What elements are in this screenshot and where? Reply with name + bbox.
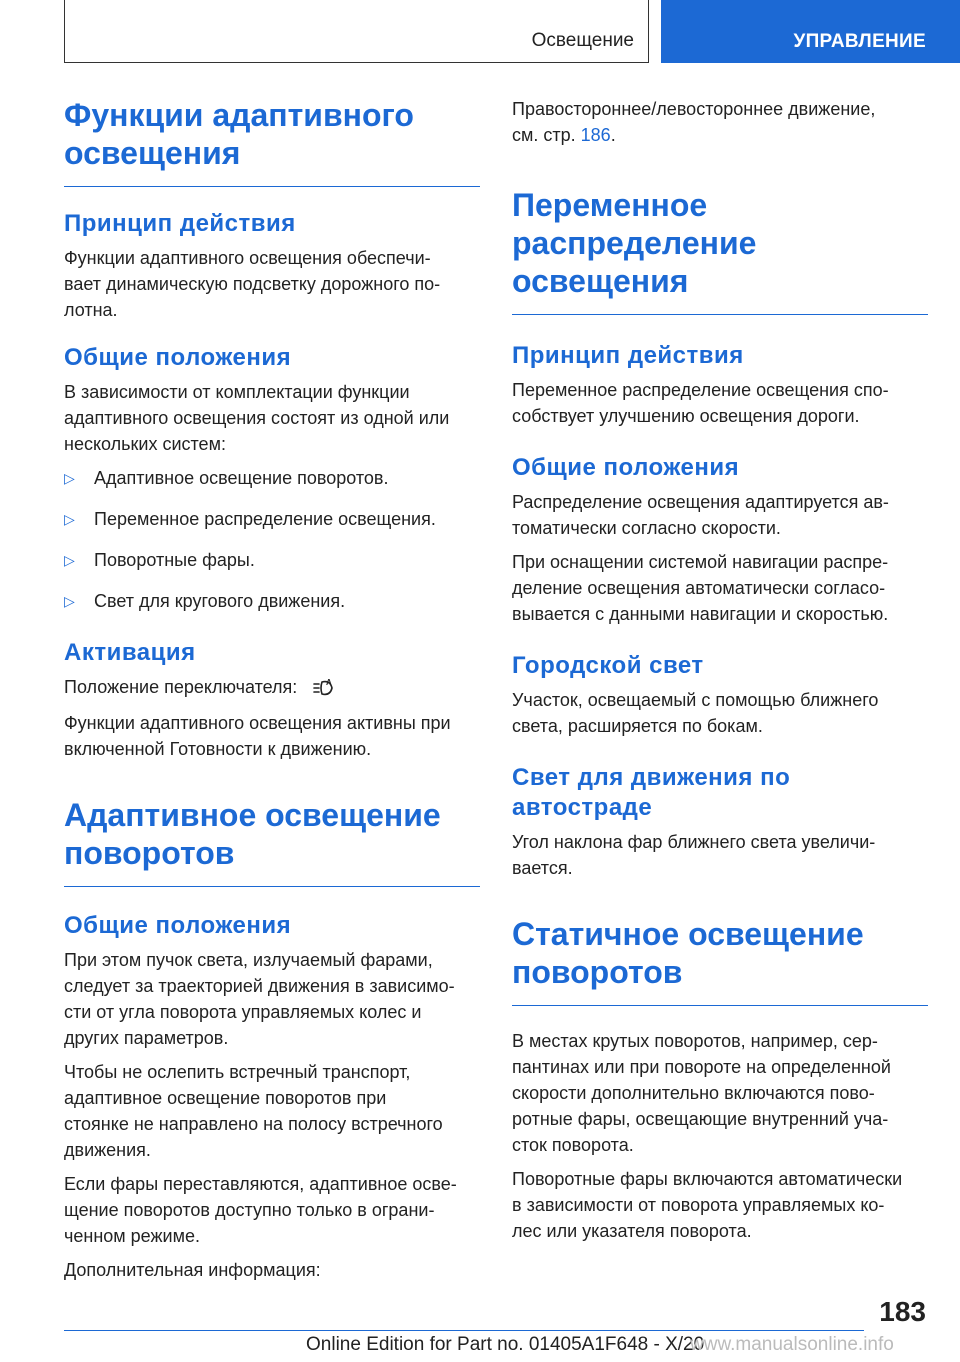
section-divider	[64, 886, 480, 887]
header-chapter-label: УПРАВЛЕНИЕ	[793, 31, 926, 52]
triangle-right-icon: ▷	[64, 593, 75, 609]
footer-edition: Online Edition for Part no. 01405A1F648 - X/20	[306, 1334, 705, 1355]
list-item: ▷ Свет для кругового движения.	[64, 588, 480, 614]
section-title-adaptive-functions: Функции адаптивного освещения	[64, 97, 414, 171]
section-title-variable-distribution: Переменное распределение освещения	[512, 187, 757, 299]
list-item: ▷ Поворотные фары.	[64, 547, 480, 573]
triangle-right-icon: ▷	[64, 552, 75, 568]
section-title-static-cornering: Статичное освещение поворотов	[512, 916, 864, 990]
section-divider	[512, 1005, 928, 1006]
heading-activation: Активация	[64, 639, 196, 666]
paragraph-activation: Функции адаптивного освещения активны при включенной Готовности к движению.	[64, 713, 451, 760]
paragraph-principle-r: Переменное распределение освещения спо- собствует улучшению освещения дороги.	[512, 380, 889, 426]
heading-principle: Принцип действия	[64, 210, 296, 237]
paragraph-principle: Функции адаптивного освещения обеспечи- вает динамическую подсветку дорожного по- лотна.	[64, 248, 441, 320]
list-item: ▷ Адаптивное освещение поворотов.	[64, 465, 480, 491]
heading-principle-r: Принцип действия	[512, 342, 744, 369]
paragraph-more-info: Дополнительная информация:	[64, 1260, 321, 1281]
left-column	[64, 96, 480, 1283]
paragraph-cornering-2: Чтобы не ослепить встречный транспорт, адаптивное освещение поворотов при стоянке не направлено на полосу встречного движения.	[64, 1062, 443, 1161]
paragraph-traffic: Правостороннее/левостороннее движение, см. стр. 186.	[512, 99, 876, 145]
paragraph-cornering-3: Если фары переставляются, адаптивное осве- щение поворотов доступно только в ограни- ченном режиме.	[64, 1174, 457, 1247]
header-chapter-tab[interactable]	[661, 0, 960, 63]
paragraph-city-light: Участок, освещаемый с помощью ближнего света, расширяется по бокам.	[512, 690, 879, 736]
footer-divider	[64, 1330, 864, 1331]
heading-general: Общие положения	[64, 344, 292, 371]
section-title-adaptive-cornering: Адаптивное освещение поворотов	[64, 797, 441, 872]
heading-general-2: Общие положения	[64, 912, 292, 940]
heading-general-r: Общие положения	[512, 454, 740, 481]
heading-highway-light: Свет для движения по автостраде	[512, 764, 791, 821]
footer-watermark: www.manualsonline.info	[690, 1334, 894, 1355]
paragraph-highway-light: Угол наклона фар ближнего света увеличи- вается.	[512, 832, 876, 878]
header-section-box	[64, 0, 649, 63]
systems-list	[64, 465, 480, 614]
section-divider	[512, 314, 928, 315]
headlight-auto-switch-icon	[312, 676, 336, 700]
right-column	[512, 96, 928, 1244]
heading-city-light: Городской свет	[512, 652, 704, 679]
paragraph-general: В зависимости от комплектации функции адаптивного освещения состоят из одной или нескольких систем:	[64, 382, 450, 454]
paragraph-general-r1: Распределение освещения адаптируется ав- томатически согласно скорости.	[512, 492, 889, 538]
paragraph-cornering-1: При этом пучок света, излучаемый фарами, следует за траекторией движения в зависимо- сти от угла поворота управляемых колес и других параметров.	[64, 950, 455, 1049]
section-divider	[64, 186, 480, 187]
header-section-title: Освещение	[531, 30, 634, 51]
page-link[interactable]: 186	[580, 125, 611, 145]
paragraph-general-r2: При оснащении системой навигации распре- деление освещения автоматически согласо- вывается с данными навигации и скоростью.	[512, 552, 889, 624]
list-item: ▷ Переменное распределение освещения.	[64, 506, 480, 532]
paragraph-switch-position: Положение переключателя: A	[64, 674, 480, 700]
paragraph-static-1: В местах крутых поворотов, например, сер- пантинах или при повороте на определенной скорости дополнительно включаются пово- ротные фары, освещающие внутренний уча- сток поворота.	[512, 1031, 891, 1155]
svg-text:A: A	[326, 678, 333, 688]
page-number: 183	[879, 1296, 926, 1327]
paragraph-static-2: Поворотные фары включаются автоматически в зависимости от поворота управляемых ко- лес или указателя поворота.	[512, 1169, 903, 1241]
triangle-right-icon: ▷	[64, 470, 75, 486]
triangle-right-icon: ▷	[64, 511, 75, 527]
